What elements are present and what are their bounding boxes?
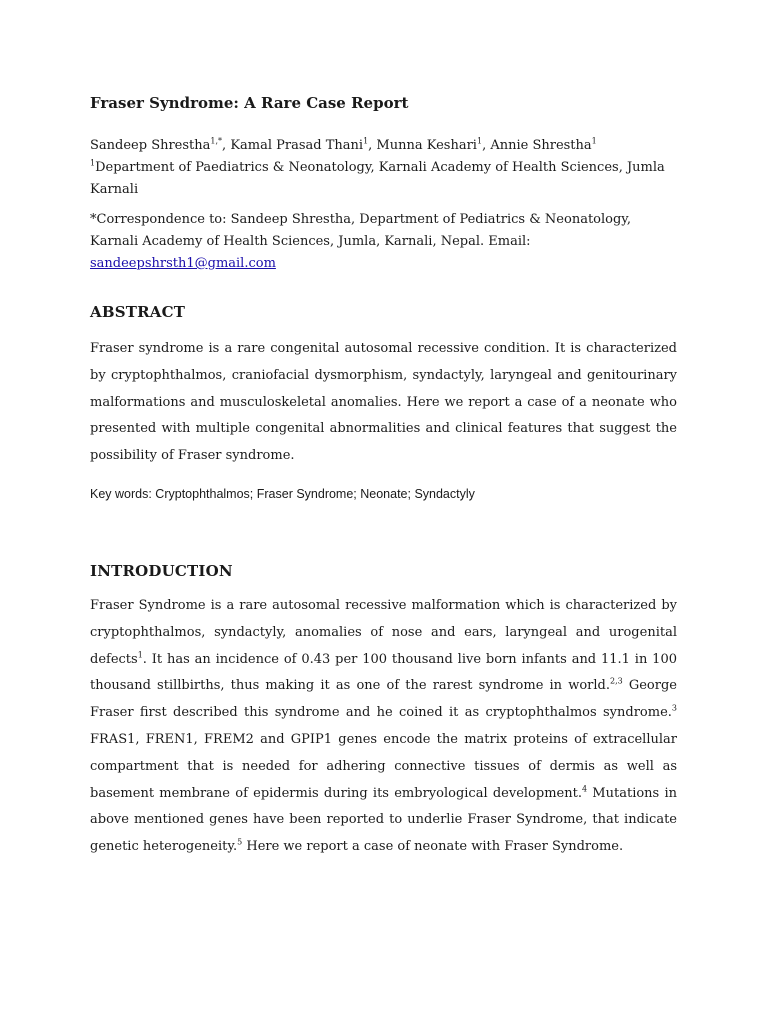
author-name: Annie Shrestha [490,138,592,153]
correspondence-block [90,209,680,275]
author-name: Kamal Prasad Thani [230,138,364,153]
abstract-heading: ABSTRACT [90,303,186,321]
author [376,138,490,153]
author-name: Munna Keshari [376,138,477,153]
author-affiliation-marker: 1 [363,136,369,146]
affiliation-line [90,157,690,201]
intro-segment: Fraser Syndrome is a rare autosomal recessive malformation which is characterized by cryptophthalmos, syndactyly, anomalies of nose and ears, laryngeal and urogenital defects [90,598,677,667]
intro-segment: Mutations in above mentioned genes have been reported to underlie Fraser Syndrome, that indicate genetic heterogeneity. [90,785,677,855]
author-separator: , [222,138,231,153]
affiliation-text: Department of Paediatrics & Neonatology, Karnali Academy of Health Sciences, Jumla Karnali [90,160,665,197]
citation-marker: 5 [237,837,243,847]
correspondence-text: *Correspondence to: Sandeep Shrestha, Department of Pediatrics & Neonatology, Karnali Academy of Health Sciences, Jumla, Karnali, Nepal. Email: [90,212,632,249]
author-block [90,135,690,201]
author-line [90,135,690,157]
paper-title: Fraser Syndrome: A Rare Case Report [90,94,409,112]
author [230,138,376,153]
introduction-heading: INTRODUCTION [90,562,233,580]
author-separator: , [368,138,377,153]
citation-marker: 2,3 [609,677,623,687]
keywords: Key words: Cryptophthalmos; Fraser Syndrome; Neonate; Syndactyly [90,487,475,501]
citation-marker: 4 [581,784,588,794]
author-name: Sandeep Shrestha [90,138,211,153]
author-affiliation-marker: 1 [476,136,483,146]
citation-marker: 1 [137,650,143,660]
author-affiliation-marker: 1 [591,136,597,146]
affiliation-marker: 1 [90,158,96,168]
author-separator: , [482,138,491,153]
intro-segment: . It has an incidence of 0.43 per 100 thousand live born infants and 11.1 in 100 thousand stillbirths, thus making it as one of the rarest syndrome in world. [90,651,677,694]
email-link[interactable]: sandeepshrsth1@gmail.com [90,256,276,271]
author [90,138,230,153]
author [490,138,596,153]
intro-segment: Here we report a case of neonate with Fraser Syndrome. [242,839,624,855]
intro-segment: George Fraser first described this syndrome and he coined it as cryptophthalmos syndrome. [90,678,677,721]
intro-segment: FRAS1, FREN1, FREM2 and GPIP1 genes encode the matrix proteins of extracellular compartment that is needed for adhering connective tissues of dermis as well as basement membrane of epidermis during its embryological development. [90,731,677,801]
author-affiliation-marker: 1,* [210,136,223,146]
abstract-text: Fraser syndrome is a rare congenital autosomal recessive condition. It is characterized by cryptophthalmos, craniofacial dysmorphism, syndactyly, laryngeal and genitourinary malformations and musculoskeletal anomalies. Here we report a case of a neonate who presented with multiple congenital abnormalities and clinical features that suggest the possibility of Fraser syndrome. [90,341,677,464]
introduction-text [90,593,677,861]
citation-marker: 3 [671,703,677,713]
